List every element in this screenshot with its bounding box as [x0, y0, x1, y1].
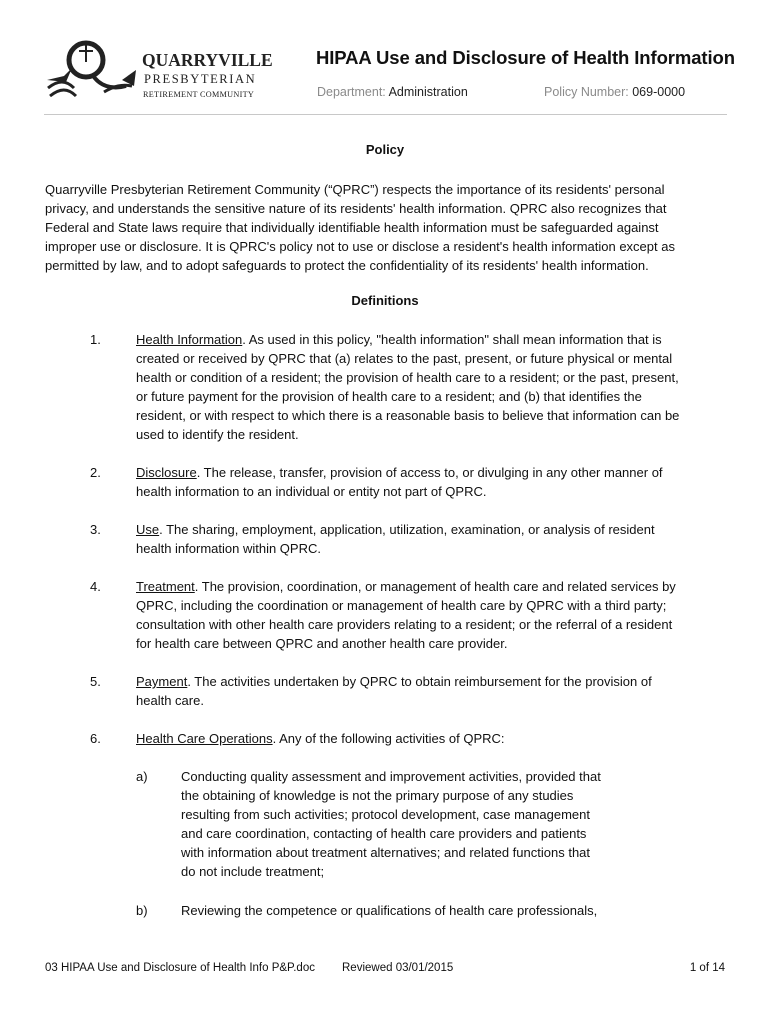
- definition-text: resident, or with respect to which there is a reasonable basis to believe that information can be: [136, 408, 680, 423]
- department-field: [317, 85, 468, 99]
- definition-text: . Any of the following activities of QPRC:: [272, 731, 505, 746]
- definition-text: or future payment for the provision of health care to a resident; and (b) that identifies the: [136, 389, 642, 404]
- logo-line-2: PRESBYTERIAN: [144, 72, 257, 86]
- definitions-heading: Definitions: [351, 293, 419, 308]
- qprc-logo: [44, 36, 274, 104]
- sub-item-letter: b): [136, 903, 148, 918]
- definition-number: 2.: [90, 465, 101, 480]
- footer-filename: 03 HIPAA Use and Disclosure of Health Info P&P.doc: [45, 962, 315, 974]
- sub-item-text: Reviewing the competence or qualifications of health care professionals,: [181, 903, 598, 918]
- document-title: HIPAA Use and Disclosure of Health Information: [316, 47, 735, 68]
- definition-text: for health care between QPRC and another health care provider.: [136, 636, 508, 651]
- definition-number: 3.: [90, 522, 101, 537]
- policy-number-value: 069-0000: [632, 85, 686, 99]
- sub-item-text: Conducting quality assessment and improvement activities, provided that: [181, 769, 601, 784]
- department-value: Administration: [388, 85, 468, 99]
- policy-number-field: [544, 85, 685, 99]
- definition-text: . The release, transfer, provision of access to, or divulging in any other manner of: [196, 465, 663, 480]
- definition-number: 6.: [90, 731, 101, 746]
- definition-text: . The activities undertaken by QPRC to obtain reimbursement for the provision of: [187, 674, 652, 689]
- definition-term: Disclosure: [136, 465, 197, 480]
- policy-line: privacy, and understands the sensitive nature of its residents' health information. QPRC also recognizes that: [45, 201, 667, 216]
- sub-item-text: and care coordination, contacting of health care providers and patients: [181, 826, 587, 841]
- definition-term: Use: [136, 522, 160, 537]
- logo-line-1: QUARRYVILLE: [142, 50, 273, 70]
- definition-text: . The provision, coordination, or management of health care and related services by: [194, 579, 676, 594]
- definition-number: 1.: [90, 332, 101, 347]
- definition-text: . The sharing, employment, application, utilization, examination, or analysis of resident: [159, 522, 655, 537]
- definition-text: consultation with other health care providers relating to a resident; or the referral of a resident: [136, 617, 673, 632]
- policy-heading: Policy: [365, 142, 405, 157]
- definition-number: 5.: [90, 674, 101, 689]
- header-divider: [44, 114, 727, 115]
- definition-text: health care.: [136, 693, 204, 708]
- definition-text: health or condition of a resident; the provision of health care to a resident; or the past, present,: [136, 370, 679, 385]
- definition-text: created or received by QPRC that (a) relates to the past, present, or future physical or mental: [136, 351, 673, 366]
- definition-text: QPRC, including the coordination or management of health care by QPRC with a third party;: [136, 598, 667, 613]
- definition-term: Payment: [136, 674, 188, 689]
- logo-line-3: RETIREMENT COMMUNITY: [143, 90, 255, 99]
- sub-item-text: do not include treatment;: [181, 864, 325, 879]
- sub-item-text: with information about treatment alternatives; and related functions that: [181, 845, 591, 860]
- definition-term: Treatment: [136, 579, 195, 594]
- policy-paragraph: [45, 180, 735, 275]
- footer-page-number: 1 of 14: [689, 962, 725, 974]
- definition-text: health information within QPRC.: [136, 541, 321, 556]
- policy-line: Federal and State laws require that individually identifiable health information must be safeguarded against: [45, 220, 659, 235]
- policy-line: Quarryville Presbyterian Retirement Community (“QPRC”) respects the importance of its residents' personal: [45, 182, 665, 197]
- definition-term: Health Information: [136, 332, 243, 347]
- definition-term: Health Care Operations: [136, 731, 273, 746]
- sub-item-letter: a): [136, 769, 148, 784]
- definition-number: 4.: [90, 579, 101, 594]
- policy-number-label: Policy Number:: [544, 85, 629, 99]
- department-label: Department:: [317, 85, 386, 99]
- sub-item-text: resulting from such activities; protocol development, case management: [181, 807, 590, 822]
- policy-line: improper use or disclosure. It is QPRC's policy not to use or disclose a resident's health information except as: [45, 239, 675, 254]
- definition-text: health information to an individual or entity not part of QPRC.: [136, 484, 487, 499]
- policy-line: permitted by law, and to adopt safeguards to protect the confidentiality of its residents' health information.: [45, 258, 649, 273]
- definition-text: used to identify the resident.: [136, 427, 299, 442]
- definition-text: . As used in this policy, "health information" shall mean information that is: [242, 332, 662, 347]
- sub-item-text: the obtaining of knowledge is not the primary purpose of any studies: [181, 788, 574, 803]
- footer-reviewed: Reviewed 03/01/2015: [342, 962, 454, 974]
